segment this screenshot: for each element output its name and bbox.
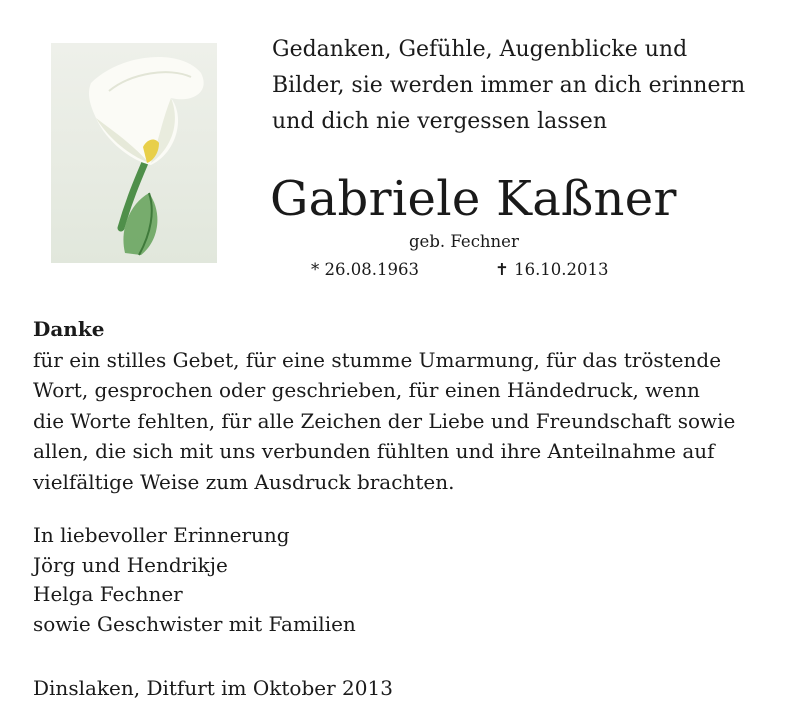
- signature-line: sowie Geschwister mit Familien: [33, 611, 356, 636]
- thanks-line: die Worte fehlten, für alle Zeichen der Liebe und Freundschaft sowie: [33, 408, 736, 433]
- signature-block: [33, 521, 356, 639]
- thanks-section: [33, 314, 735, 497]
- birth-date: * 26.08.1963: [311, 260, 419, 279]
- thanks-line: für ein stilles Gebet, für eine stumme Umarmung, für das tröstende: [33, 347, 722, 372]
- memorial-poem: [272, 32, 745, 140]
- thanks-heading: Danke: [33, 317, 105, 341]
- thanks-line: vielfältige Weise zum Ausdruck brachten.: [33, 469, 455, 494]
- thanks-line: Wort, gesprochen oder geschrieben, für einen Händedruck, wenn: [33, 378, 700, 402]
- poem-line: Gedanken, Gefühle, Augenblicke und: [272, 37, 688, 62]
- signature-line: Jörg und Hendrikje: [33, 552, 228, 577]
- calla-lily-icon: [51, 43, 217, 263]
- signature-line: Helga Fechner: [33, 582, 183, 606]
- death-date: ✝ 16.10.2013: [495, 260, 609, 279]
- signature-line: In liebevoller Erinnerung: [33, 523, 290, 547]
- poem-line: und dich nie vergessen lassen: [272, 109, 607, 134]
- poem-line: Bilder, sie werden immer an dich erinnern: [272, 73, 746, 98]
- place-date: Dinslaken, Ditfurt im Oktober 2013: [33, 676, 393, 700]
- deceased-name: Gabriele Kaßner: [270, 171, 677, 227]
- thanks-line: allen, die sich mit uns verbunden fühlten und ihre Anteilnahme auf: [33, 439, 715, 463]
- born-name: geb. Fechner: [409, 232, 519, 251]
